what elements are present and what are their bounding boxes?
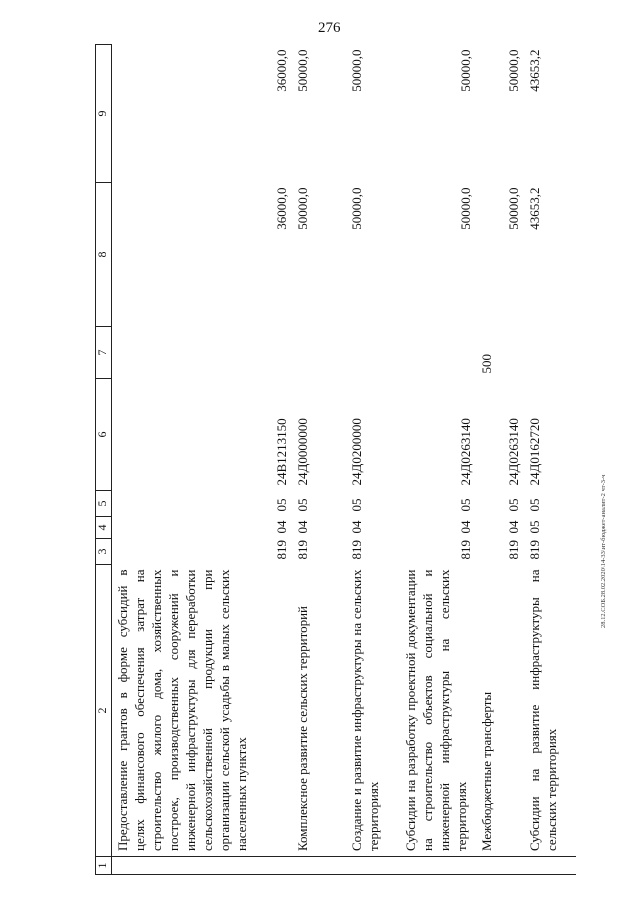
cell-amount-9: 50000,0 (506, 49, 521, 92)
header-cell-5: 5 (96, 491, 112, 517)
cell-type (400, 327, 476, 379)
cell-code: 819 (458, 540, 473, 560)
cell-section: 04 (458, 520, 473, 534)
cell-amount-8: 50000,0 (295, 187, 310, 230)
cell-code: 819 (274, 540, 289, 560)
cell-subsection: 05 (506, 498, 521, 512)
cell-code: 819 (295, 540, 310, 560)
page-number: 276 (318, 20, 341, 36)
cell-amount-9: 50000,0 (349, 49, 364, 92)
row-name: Межбюджетные трансферты (476, 565, 524, 857)
cell-target: 24Д0200000 (349, 418, 364, 486)
cell-type (524, 327, 576, 379)
cell-target: 24Д0162720 (527, 418, 542, 486)
header-cell-6: 6 (96, 379, 112, 491)
cell-col1 (292, 857, 346, 875)
cell-amount-9: 50000,0 (295, 49, 310, 92)
cell-code: 819 (506, 540, 521, 560)
cell-col1 (524, 857, 576, 875)
cell-amount-8: 43653,2 (527, 187, 542, 230)
cell-amount-8: 50000,0 (506, 187, 521, 230)
cell-type (112, 327, 293, 379)
header-cell-2: 2 (96, 565, 112, 857)
row-name: Комплексное развитие сельских территорий (292, 565, 346, 857)
cell-subsection: 05 (349, 498, 364, 512)
cell-type (346, 327, 400, 379)
rotated-table-wrapper (95, 45, 585, 875)
cell-section: 04 (274, 520, 289, 534)
cell-type: 500 (479, 354, 494, 374)
table-row (476, 45, 524, 875)
header-cell-7: 7 (96, 327, 112, 379)
cell-section: 05 (527, 520, 542, 534)
cell-code: 819 (527, 540, 542, 560)
row-name: Субсидии на разработку проектной документации на строительство объектов социальной и инженерной инфраструктуры на сельских территориях (400, 565, 476, 857)
side-note: 28.12.СОБ.28.02.2020\14-33\ит-бюджет-аналит-2 чт-3-ч (600, 474, 607, 628)
header-row (96, 45, 112, 875)
table-row (112, 45, 293, 875)
cell-section: 04 (295, 520, 310, 534)
header-cell-8: 8 (96, 183, 112, 327)
cell-section: 04 (506, 520, 521, 534)
cell-subsection: 05 (295, 498, 310, 512)
cell-amount-8: 50000,0 (458, 187, 473, 230)
cell-amount-9: 36000,0 (274, 49, 289, 92)
cell-col1 (112, 857, 293, 875)
row-name: Создание и развитие инфраструктуры на сельских территориях (346, 565, 400, 857)
cell-col1 (476, 857, 524, 875)
cell-target: 24В1213150 (274, 418, 289, 486)
table-row (400, 45, 476, 875)
cell-subsection: 05 (527, 498, 542, 512)
cell-subsection: 05 (458, 498, 473, 512)
cell-col1 (400, 857, 476, 875)
row-name: Предоставление грантов в форме субсидий в целях финансового обеспечения затрат на строительство жилого дома, хозяйственных построек, производственных сооружений и инженерной инфраструктуры для переработки сельскохозяйственной продукции при организации сельской усадьбы в малых сельских населенных пунктах (112, 565, 293, 857)
row-name: Субсидии на развитие инфраструктуры на сельских территориях (524, 565, 576, 857)
budget-table (95, 44, 576, 875)
header-cell-9: 9 (96, 45, 112, 183)
cell-col1 (346, 857, 400, 875)
cell-amount-9: 50000,0 (458, 49, 473, 92)
table-row (292, 45, 346, 875)
header-cell-4: 4 (96, 517, 112, 539)
cell-type (292, 327, 346, 379)
cell-amount-8: 50000,0 (349, 187, 364, 230)
table-row (346, 45, 400, 875)
cell-target: 24Д0263140 (506, 418, 521, 486)
cell-amount-8: 36000,0 (274, 187, 289, 230)
header-cell-3: 3 (96, 539, 112, 565)
cell-target: 24Д0263140 (458, 418, 473, 486)
table-row (524, 45, 576, 875)
cell-target: 24Д0000000 (295, 418, 310, 486)
cell-subsection: 05 (274, 498, 289, 512)
cell-section: 04 (349, 520, 364, 534)
cell-amount-9: 43653,2 (527, 49, 542, 92)
header-cell-1: 1 (96, 857, 112, 875)
cell-code: 819 (349, 540, 364, 560)
